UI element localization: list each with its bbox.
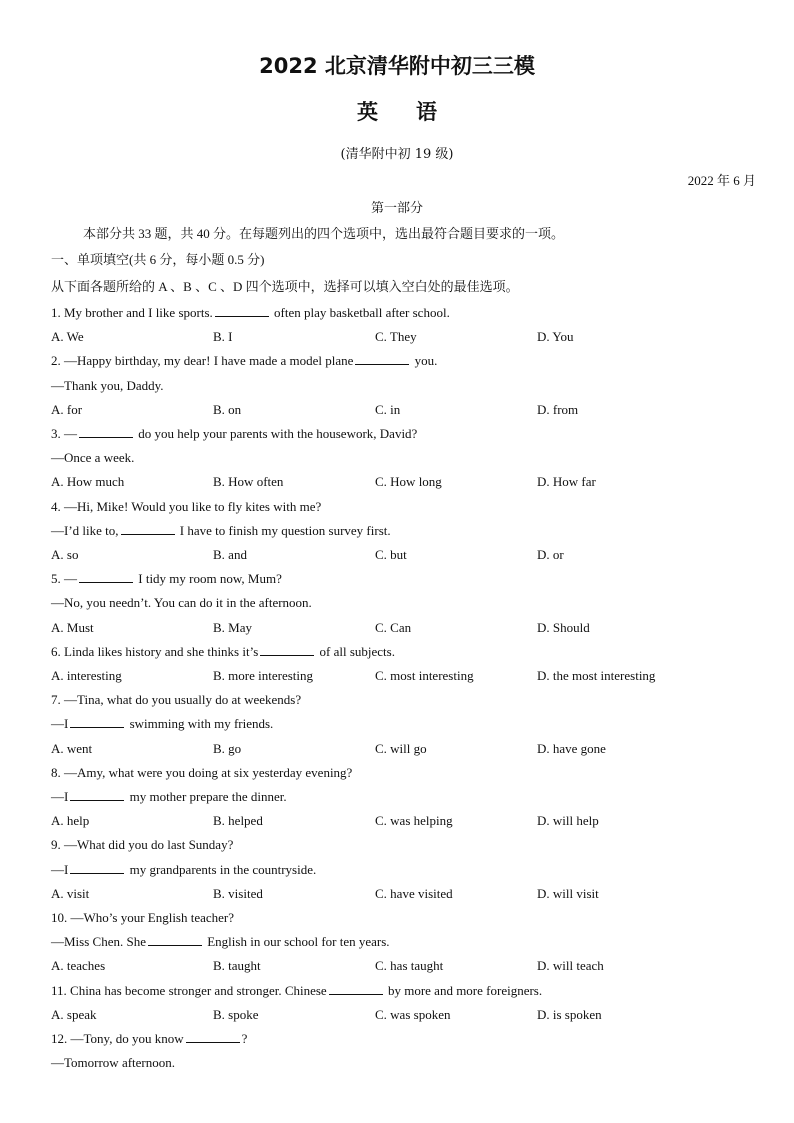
question-1-option-c: C. They [375,329,417,345]
question-9-line [51,836,233,854]
question-text: 10. —Who’s your English teacher? [51,910,235,925]
question-5-option-b: B. May [213,619,252,635]
question-text: —Thank you, Daddy. [51,377,164,393]
answer-blank [355,352,409,365]
question-text: I have to finish my question survey first. [176,522,391,538]
question-11-line [51,982,542,1000]
answer-blank [329,982,383,995]
question-text: 8. —Amy, what were you doing at six yesterday evening? [51,764,353,780]
question-text: ? [241,1031,248,1046]
question-text: 7. —Tina, what do you usually do at weekends? [51,692,302,708]
question-4-option-a: A. so [51,547,79,562]
question-text: my grandparents in the countryside. [126,861,317,877]
subject-title: 英语 [357,100,475,124]
section-heading: 一、单项填空(共 6 分，每小题 0.5 分) [51,252,265,267]
question-text: —Miss Chen. She [51,934,146,950]
question-7-option-d: D. have gone [537,740,606,756]
question-4-line [51,522,391,540]
question-text: English in our school for ten years. [203,934,390,950]
question-8-option-a: A. help [51,813,90,829]
question-4-option-d: D. or [537,547,564,562]
question-text: 9. —What did you do last Sunday? [51,837,234,853]
grade-note: (清华附中初 19 级) [340,147,454,162]
question-text: —I [51,789,69,804]
question-9-option-d: D. will visit [537,885,599,901]
question-5-option-a: A. Must [51,619,94,635]
question-text: —I’d like to, [51,522,119,538]
answer-blank [70,788,124,801]
question-1-option-d: D. You [537,329,574,345]
question-2-line [51,377,164,395]
question-8-line [51,764,352,782]
question-8-line [51,788,287,806]
question-text: my mother prepare the dinner. [126,789,287,804]
question-10-option-c: C. has taught [375,958,444,974]
question-6-option-c: C. most interesting [375,668,474,683]
answer-blank [79,570,133,583]
question-6-option-d: D. the most interesting [537,668,656,683]
question-9-option-c: C. have visited [375,885,453,901]
question-2-option-a: A. for [51,401,83,417]
question-text: 12. —Tony, do you know [51,1031,184,1046]
question-11-option-c: C. was spoken [375,1006,451,1022]
answer-blank [70,861,124,874]
question-text: —No, you needn’t. You can do it in the afternoon. [51,595,312,611]
question-text: I tidy my room now, Mum? [135,571,282,587]
question-10-line [51,933,390,951]
question-6-option-b: B. more interesting [213,668,314,683]
question-text: 5. — [51,571,77,587]
question-text: of all subjects. [316,643,395,659]
question-9-option-a: A. visit [51,885,90,901]
question-7-option-c: C. will go [375,740,427,756]
question-2-line [51,352,437,370]
answer-blank [121,522,175,535]
question-9-option-b: B. visited [213,885,263,901]
answer-blank [79,425,133,438]
part-title: 第一部分 [370,200,423,215]
question-text: 6. Linda likes history and she thinks it’s [51,643,259,659]
question-8-option-c: C. was helping [375,813,453,829]
question-2-option-c: C. in [375,401,401,417]
question-7-line [51,691,301,709]
question-4-option-c: C. but [375,547,407,562]
question-6-option-a: A. interesting [51,668,122,683]
question-7-option-a: A. went [51,740,93,756]
exam-date: 2022 年 6 月 [687,173,756,188]
question-10-line [51,909,234,927]
question-4-option-b: B. and [213,547,247,562]
question-1-option-a: A. We [51,329,84,345]
question-5-line [51,594,312,612]
question-text: 4. —Hi, Mike! Would you like to fly kites with me? [51,498,322,514]
question-12-line [51,1054,175,1072]
question-1-line [51,304,450,322]
question-text: —Once a week. [51,450,135,466]
answer-blank [260,643,314,656]
question-text: often play basketball after school. [270,305,450,320]
question-text: —I [51,861,69,877]
answer-blank [186,1030,240,1043]
question-text: swimming with my friends. [126,716,274,732]
section-direction: 从下面各题所给的 A 、B 、C 、D 四个选项中，选择可以填入空白处的最佳选项。 [51,279,519,294]
question-text: —Tomorrow afternoon. [51,1055,176,1071]
question-6-line [51,643,395,661]
question-text: do you help your parents with the housework, David? [135,426,418,441]
question-10-option-a: A. teaches [51,958,106,974]
question-12-line [51,1030,247,1048]
question-5-option-c: C. Can [375,619,412,635]
question-text: 2. —Happy birthday, my dear! I have made a model plane [51,353,354,369]
question-2-option-d: D. from [537,401,579,417]
question-text: —I [51,716,69,732]
question-11-option-d: D. is spoken [537,1006,602,1022]
question-3-option-b: B. How often [213,474,284,490]
answer-blank [148,933,202,946]
question-3-option-a: A. How much [51,474,125,490]
question-10-option-b: B. taught [213,958,261,974]
question-text: 1. My brother and I like sports. [51,305,213,320]
question-8-option-d: D. will help [537,813,599,829]
question-7-option-b: B. go [213,740,242,756]
part-instruction: 本部分共 33 题，共 40 分。在每题列出的四个选项中，选出最符合题目要求的一项。 [83,226,565,241]
question-9-line [51,861,316,879]
question-3-line [51,449,134,467]
question-3-option-d: D. How far [537,474,596,490]
question-5-option-d: D. Should [537,619,590,635]
exam-title: 2022 北京清华附中初三三模 [259,54,535,78]
question-text: 3. — [51,426,77,441]
question-3-option-c: C. How long [375,474,442,490]
question-text: by more and more foreigners. [384,982,543,998]
question-4-line [51,498,321,516]
question-10-option-d: D. will teach [537,958,604,974]
question-11-option-a: A. speak [51,1006,97,1022]
question-7-line [51,715,273,733]
question-text: you. [411,353,438,369]
question-11-option-b: B. spoke [213,1006,259,1022]
question-3-line [51,425,417,443]
answer-blank [215,304,269,317]
question-2-option-b: B. on [213,401,242,417]
answer-blank [70,715,124,728]
question-5-line [51,570,282,588]
question-text: 11. China has become stronger and stronger. Chinese [51,982,327,998]
question-8-option-b: B. helped [213,813,263,829]
question-1-option-b: B. I [213,329,233,345]
